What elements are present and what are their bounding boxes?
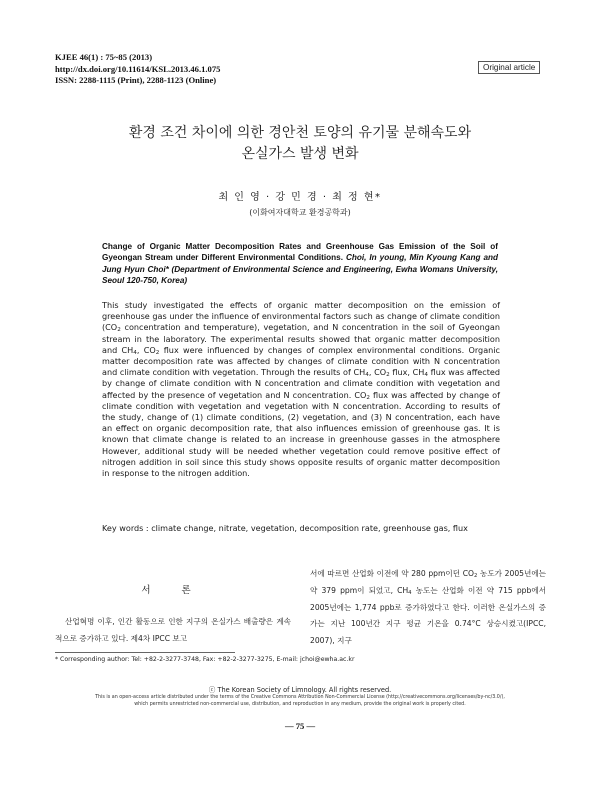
abstract-part: , CO <box>136 344 156 355</box>
korean-title <box>60 123 540 165</box>
page-number: — 75 — <box>284 721 316 731</box>
keywords-label: Key words : <box>102 523 152 533</box>
copyright-notice: ⓒ The Korean Society of Limnology. All rights reserved. <box>208 686 392 694</box>
keywords <box>102 523 500 534</box>
footnote-divider <box>55 652 235 653</box>
license-line-1: This is an open-access article distributed under the terms of the Creative Commons Attribution Non-Commercial License (http://creativecommons.org/licenses/by-nc/3.0/), <box>95 695 505 700</box>
license-line-2: which permits unrestricted non-commercial use, distribution, and reproduction in any medium, provide the original work is properly cited. <box>134 702 466 707</box>
abstract-part: flux was affected by change of climate condition with N concentration and climate condition with vegetation and affected by the presence of vegetation and N concentration. CO <box>102 367 500 400</box>
intro-paragraph-continued <box>310 566 546 650</box>
subscript: 2 <box>386 372 390 379</box>
license-notice <box>40 694 560 708</box>
body-column-left <box>55 578 291 648</box>
subscript: 2 <box>366 394 370 401</box>
abstract-part: flux were influenced by changes of complex environmental conditions. Organic matter decomposition rate was affected by changes of climate condition with N concentration and climate condition with vegetation. Through the results of CH <box>102 344 500 378</box>
body-part: 농도는 산업화 이전 약 715 ppb에서 2005년에는 1,774 ppb로 증가하였다고 한다. 이러한 온실가스의 증가는 지난 100년간 지구 평균 기온을 0.74°C 상승시켰고(IPCC, 2007), 지구 <box>310 585 546 646</box>
abstract-part: flux was affected by change of climate condition with vegetation and vegetation with N concentration. According to results of the study, change of (1) climate conditions, (2) vegetation, and (3) N concentration, each have an effect on organic decomposition rate, that also influences emission of greenhouse gas. It is known that climate change is related to an increase in greenhouse gasses in the atmosphere However, additional study will be needed whether vegetation could remove positive effect of nitrogen addition in soil since this study shows opposite results of organic matter decomposition in response to the nitrogen addition. <box>102 389 500 479</box>
corresponding-author-footnote: * Corresponding author: Tel: +82-2-3277-3748, Fax: +82-2-3277-3275, E-mail: jchoi@ewha.ac.kr <box>55 656 355 663</box>
section-heading-introduction: 서 론 <box>141 585 205 596</box>
subscript: 4 <box>408 589 412 596</box>
article-type-badge: Original article <box>478 61 540 74</box>
subscript: 4 <box>365 372 369 379</box>
body-column-right <box>310 566 546 650</box>
doi-link[interactable]: http://dx.doi.org/10.11614/KSL.2013.46.1.075 <box>55 63 221 74</box>
abstract-part: , CO <box>368 367 387 378</box>
subscript: 4 <box>424 372 428 379</box>
body-part: 서에 따르면 산업화 이전에 약 280 ppm이던 CO <box>310 569 474 578</box>
subscript: 2 <box>473 573 478 579</box>
intro-paragraph: 산업혁명 이후, 인간 활동으로 인한 지구의 온실가스 배출량은 계속적으로 증가하고 있다. 제4차 IPCC 보고 <box>55 617 291 643</box>
journal-meta <box>55 52 220 87</box>
english-title: Change of Organic Matter Decomposition Rates and Greenhouse Gas Emission of the Soil of Gyeongan Stream under Different Environmental Conditions. <box>102 242 498 263</box>
korean-title-line-2: 온실가스 발생 변화 <box>241 146 359 162</box>
author-affiliation: (이화여자대학교 환경공학과) <box>249 208 351 217</box>
subscript: 2 <box>117 327 121 334</box>
issn-line: ISSN: 2288-1115 (Print), 2288-1123 (Online) <box>55 75 217 85</box>
subscript: 2 <box>155 349 160 356</box>
korean-title-line-1: 환경 조건 차이에 의한 경안천 토양의 유기물 분해속도와 <box>128 125 472 141</box>
abstract <box>102 300 500 479</box>
english-title-block <box>102 241 498 286</box>
author-names: 최 인 영 · 강 민 경 · 최 정 현* <box>218 192 382 203</box>
keywords-list: climate change, nitrate, vegetation, decomposition rate, greenhouse gas, flux <box>151 523 468 533</box>
abstract-part: concentration and temperature), vegetation, and N concentration in the soil of Gyeongan stream in the laboratory. The experimental results showed that organic matter decomposition and CH <box>102 322 500 355</box>
abstract-part: This study investigated the effects of organic matter decomposition on the emission of greenhouse gas under the influence of environmental factors such as change of climate condition (CO <box>102 300 500 333</box>
journal-citation: KJEE 46(1) : 75~85 (2013) <box>55 52 153 62</box>
body-part: 농도가 2005년에는 약 379 ppm이 되었고, CH <box>310 569 546 595</box>
english-authors-affiliation: Choi, In young, Min Kyoung Kang and Jung Hyun Choi* (Department of Environmental Science and Engineering, Ewha Womans University, Seoul 120-750, Korea) <box>102 253 498 285</box>
abstract-part: flux, CH <box>389 367 425 378</box>
subscript: 4 <box>133 349 137 356</box>
